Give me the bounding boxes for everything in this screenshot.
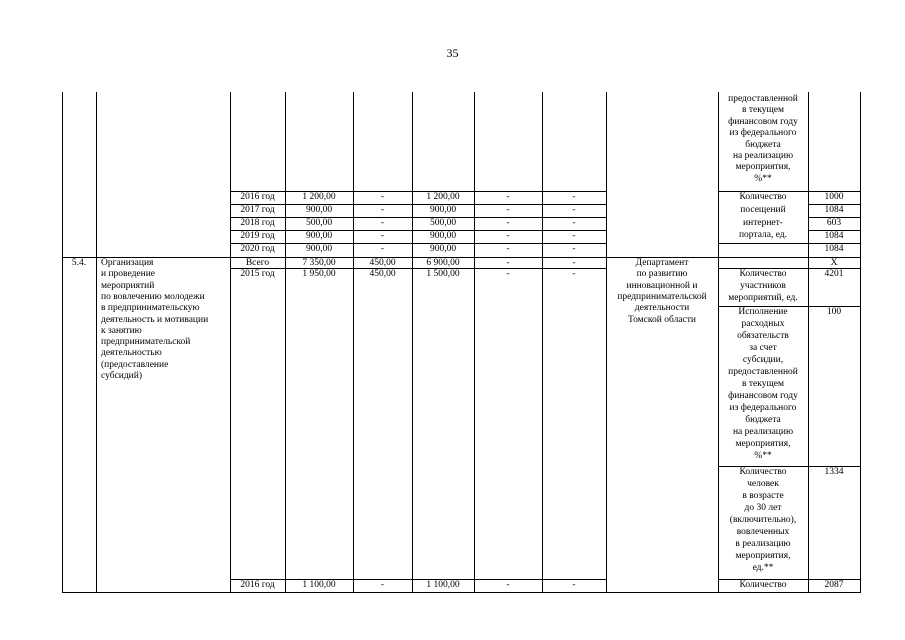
indicator-text-line: Исполнение — [738, 307, 788, 317]
year-cell: 2015 год — [240, 269, 275, 279]
indicator-text-line: Количество — [739, 580, 787, 590]
indicator-value-cell: 100 — [826, 307, 842, 317]
indicator-text-line: портала, ед. — [738, 230, 788, 241]
total-cell: 1 950,00 — [302, 269, 336, 279]
total-cell: 900,00 — [305, 205, 333, 215]
indicator-text-line: %** — [754, 451, 772, 461]
federal-cell: - — [380, 231, 385, 241]
indicator-text-line: человек — [747, 479, 779, 489]
indicator-text-line: субсидии, — [742, 355, 784, 365]
executor-line: Томской области — [628, 314, 696, 325]
executor-line: Департамент — [635, 258, 689, 268]
year-cell: 2016 год — [240, 580, 275, 590]
extra-budget-cell: - — [572, 192, 576, 202]
total-cell: 500,00 — [305, 218, 333, 228]
federal-cell: - — [380, 205, 385, 215]
local-cell: - — [506, 205, 510, 215]
table-bottom-border — [62, 592, 861, 593]
indicator-text-line: обязательств — [737, 331, 789, 341]
year-cell: 2016 год — [240, 192, 275, 202]
indicator-text-line: ед.** — [752, 563, 774, 573]
indicator-text-line: до 30 лет — [744, 503, 782, 513]
year-cell: 2017 год — [240, 205, 275, 215]
regional-cell: 900,00 — [429, 231, 457, 241]
indicator-text-line: Количество — [739, 269, 787, 279]
indicator-text-line: мероприятия, — [735, 439, 791, 449]
indicator-text-line: посещений — [740, 204, 786, 215]
indicator-text-line: Количество — [739, 192, 787, 202]
indicator-text-line: (включительно), — [729, 515, 797, 525]
indicator-text-line: %** — [754, 173, 772, 184]
indicator-text-line: бюджета — [745, 139, 781, 150]
local-cell: - — [506, 244, 510, 254]
indicator-text-line: расходных — [741, 319, 785, 329]
column-border — [96, 92, 97, 593]
regional-cell: 500,00 — [429, 218, 457, 228]
item-name-line: в предпринимательскую — [101, 303, 200, 314]
column-border — [412, 92, 413, 593]
indicator-value-cell: 1084 — [824, 231, 844, 241]
local-cell: - — [506, 258, 510, 268]
item-name-line: предпринимательской — [101, 337, 191, 348]
extra-budget-cell: - — [572, 244, 576, 254]
indicator-text-line: в возрасте — [742, 491, 784, 501]
year-cell: Всего — [245, 258, 270, 268]
item-name-line: субсидий) — [101, 371, 143, 381]
indicator-value-cell: 1334 — [824, 467, 844, 477]
year-cell: 2019 год — [240, 231, 275, 241]
total-cell: 7 350,00 — [302, 258, 336, 268]
indicator-text-line: мероприятия, — [735, 162, 791, 173]
indicator-text-line: мероприятий, ед. — [728, 293, 798, 303]
item-name-line: (предоставление — [101, 359, 169, 370]
local-cell: - — [506, 269, 510, 279]
total-cell: 900,00 — [305, 244, 333, 254]
regional-cell: 900,00 — [429, 205, 457, 215]
federal-cell: - — [380, 192, 385, 202]
column-border — [542, 92, 543, 593]
extra-budget-cell: - — [572, 231, 576, 241]
indicator-text-line: в текущем — [741, 105, 784, 116]
column-border — [860, 92, 861, 593]
federal-cell: - — [380, 580, 385, 590]
item-name-line: по вовлечению молодежи — [101, 291, 205, 302]
indicator-text-line: вовлеченных — [736, 527, 790, 537]
federal-cell: - — [380, 218, 385, 228]
total-cell: 1 100,00 — [302, 580, 336, 590]
regional-cell: 900,00 — [429, 244, 457, 254]
indicator-text-line: финансовом году — [728, 116, 798, 127]
indicator-value-cell: 1084 — [824, 205, 844, 215]
executor-line: инновационной и — [626, 280, 698, 291]
regional-cell: 6 900,00 — [426, 258, 460, 268]
regional-cell: 1 500,00 — [426, 269, 460, 279]
indicator-value-cell: 2087 — [824, 580, 844, 590]
indicator-text-line: мероприятия, — [735, 551, 791, 561]
indicator-text-line: бюджета — [745, 415, 781, 425]
indicator-text-line: за счет — [749, 343, 777, 353]
indicator-text-line: на реализацию — [732, 427, 794, 437]
federal-cell: 450,00 — [369, 269, 396, 279]
indicator-text-line: из федерального — [729, 403, 797, 413]
executor-line: предпринимательской — [617, 291, 707, 302]
indicator-text-line: в текущем — [741, 379, 784, 389]
column-border — [474, 92, 475, 593]
year-cell: 2020 год — [240, 244, 275, 254]
local-cell: - — [506, 218, 510, 228]
local-cell: - — [506, 580, 510, 590]
page-number: 35 — [446, 46, 459, 60]
indicator-text-line: участников — [740, 281, 786, 291]
indicator-value-cell: X — [830, 258, 838, 268]
indicator-text-line: из федерального — [729, 128, 797, 139]
year-cell: 2018 год — [240, 218, 275, 228]
indicator-value-cell: 1084 — [824, 244, 844, 254]
indicator-text-line: на реализацию — [732, 151, 794, 161]
total-cell: 1 200,00 — [302, 192, 336, 202]
federal-cell: 450,00 — [369, 258, 396, 268]
item-number: 5.4. — [71, 258, 87, 268]
extra-budget-cell: - — [572, 269, 576, 279]
extra-budget-cell: - — [572, 580, 576, 590]
column-border — [230, 92, 231, 593]
total-cell: 900,00 — [305, 231, 333, 241]
item-name-line: деятельностью — [101, 348, 162, 359]
column-border — [285, 92, 286, 593]
federal-cell: - — [380, 244, 385, 254]
local-cell: - — [506, 231, 510, 241]
indicator-value-cell: 4201 — [824, 269, 844, 279]
regional-cell: 1 200,00 — [426, 192, 460, 202]
item-name-line: Организация — [101, 258, 154, 268]
column-border — [62, 92, 63, 593]
local-cell: - — [506, 192, 510, 202]
item-name-line: мероприятий — [101, 280, 155, 291]
indicator-text-line: финансовом году — [728, 391, 798, 401]
extra-budget-cell: - — [572, 218, 576, 228]
column-border — [808, 92, 809, 593]
item-name-line: и проведение — [101, 269, 155, 280]
executor-line: деятельности — [634, 303, 690, 314]
regional-cell: 1 100,00 — [426, 580, 460, 590]
item-name-line: к занятию — [101, 325, 142, 336]
extra-budget-cell: - — [572, 258, 576, 268]
indicator-text-line: предоставленной — [728, 367, 798, 377]
indicator-text-line: в реализацию — [735, 539, 791, 549]
column-border — [353, 92, 354, 593]
indicator-text-line: Количество — [739, 467, 787, 477]
indicator-text-line: интернет- — [743, 217, 783, 228]
item-name-line: деятельность и мотивации — [101, 314, 209, 325]
indicator-value-cell: 1000 — [824, 192, 844, 202]
indicator-text-line: предоставленной — [728, 94, 798, 104]
indicator-value-cell: 603 — [826, 218, 842, 228]
executor-line: по развитию — [636, 269, 688, 280]
column-border — [606, 92, 607, 593]
extra-budget-cell: - — [572, 205, 576, 215]
